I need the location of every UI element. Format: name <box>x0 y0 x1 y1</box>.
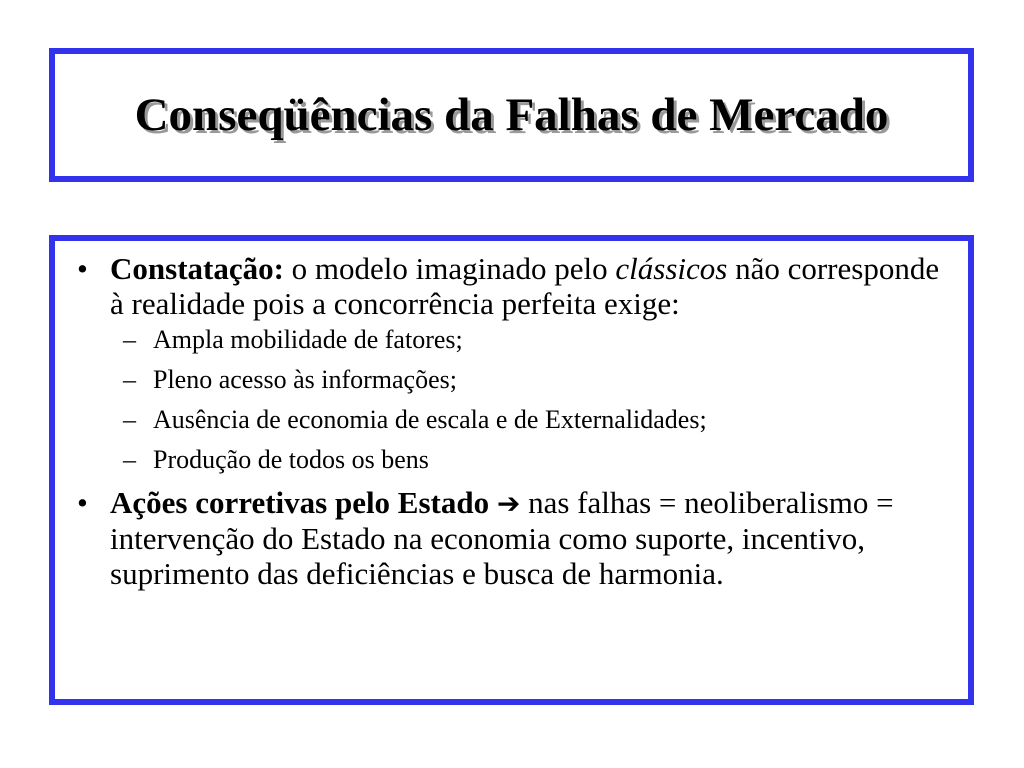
slide-title: Conseqüências da Falhas de Mercado <box>134 88 889 141</box>
bullet-text: não corresponde à realidade pois a concorrência perfeita exige: <box>110 251 940 321</box>
title-box <box>49 48 974 182</box>
sub-bullet-text: Ausência de economia de escala e de Externalidades; <box>153 405 707 434</box>
bullet-text: nas falhas = neoliberalismo = intervenção do Estado na economia como suporte, incentivo, suprimento das deficiências e busca de harmonia. <box>110 485 894 591</box>
bullet-text-italic: clássicos <box>615 251 728 286</box>
dash-glyph: – <box>123 365 136 394</box>
sub-bullet-item <box>110 445 960 475</box>
bullet-lead-bold: Ações corretivas pelo Estado <box>110 485 490 520</box>
dash-glyph: – <box>123 405 136 434</box>
content-box <box>49 235 974 705</box>
bullet-item-constatacao <box>75 251 960 475</box>
dash-glyph: – <box>123 325 136 354</box>
sub-bullet-item <box>110 365 960 395</box>
sub-bullet-item <box>110 325 960 355</box>
bullet-lead-bold: Constatação: <box>110 251 284 286</box>
bullet-text: o modelo imaginado pelo <box>283 251 616 286</box>
bullet-list <box>75 251 960 597</box>
dash-glyph: – <box>123 445 136 474</box>
arrow-right-icon: ➔ <box>496 487 521 520</box>
bullet-glyph: • <box>77 485 88 520</box>
sub-bullet-list <box>110 325 960 475</box>
sub-bullet-text: Produção de todos os bens <box>153 445 429 474</box>
bullet-item-acoes-corretivas <box>75 485 960 591</box>
sub-bullet-item <box>110 405 960 435</box>
sub-bullet-text: Ampla mobilidade de fatores; <box>153 325 463 354</box>
bullet-glyph: • <box>77 251 88 286</box>
sub-bullet-text: Pleno acesso às informações; <box>153 365 457 394</box>
